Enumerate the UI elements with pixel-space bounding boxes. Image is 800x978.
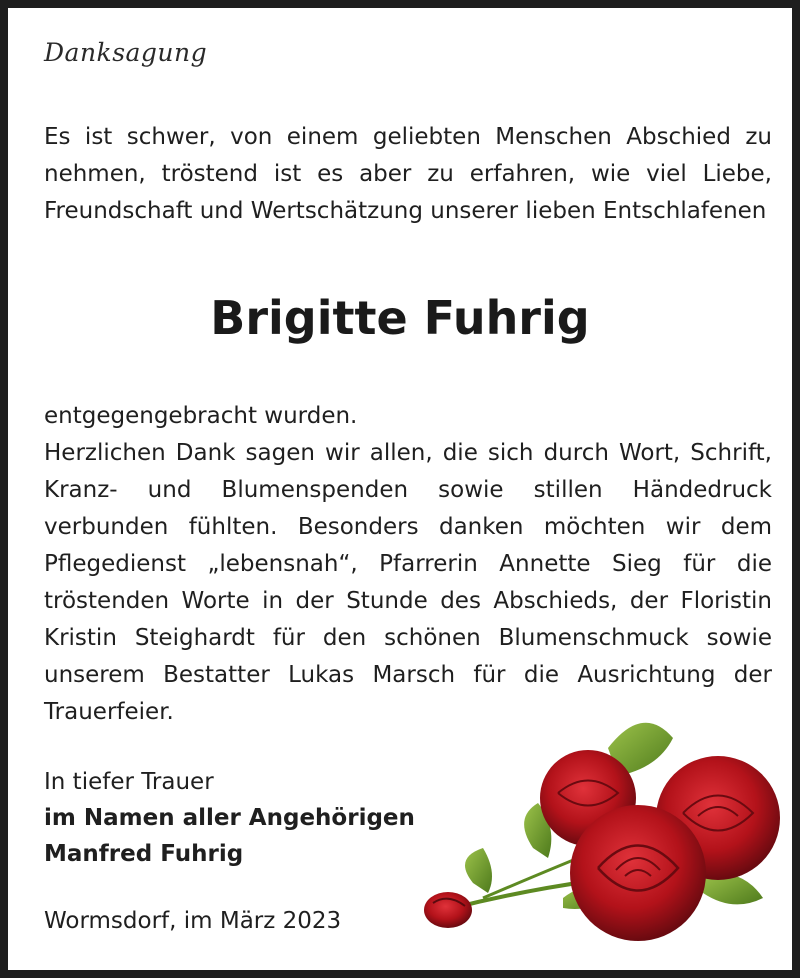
place-date: Wormsdorf, im März 2023 bbox=[44, 908, 342, 934]
intro-paragraph bbox=[44, 119, 772, 230]
intro-line: Es ist schwer, von einem geliebten Menschen Abschied bbox=[44, 124, 731, 150]
closing-relatives: im Namen aller Angehörigen bbox=[44, 805, 415, 831]
body-line: Kranz- und Blumenspenden sowie stillen Händedruck bbox=[44, 477, 772, 503]
body-line: Herzlichen Dank sagen wir allen, die sich durch Wort, Schrift, bbox=[44, 440, 772, 466]
closing-block bbox=[44, 764, 415, 872]
closing-signatory: Manfred Fuhrig bbox=[44, 841, 244, 867]
body-line: Trauerfeier. bbox=[44, 699, 174, 725]
closing-line: In tiefer Trauer bbox=[44, 769, 214, 795]
roses-image bbox=[413, 698, 798, 966]
body-line: Kristin Steighardt für den schönen Blumenschmuck sowie bbox=[44, 625, 772, 651]
intro-line: zu nehmen, tröstend ist es aber zu erfahren, wie viel bbox=[44, 124, 772, 187]
body-paragraph bbox=[44, 398, 772, 731]
body-line: verbunden fühlten. Besonders danken möchten wir dem bbox=[44, 514, 772, 540]
intro-line: Entschlafenen bbox=[603, 198, 767, 224]
body-line: unserem Bestatter Lukas Marsch für die Ausrichtung der bbox=[44, 662, 772, 688]
body-line: Pflegedienst „lebensnah“, Pfarrerin Annette Sieg für die bbox=[44, 551, 772, 577]
notice-heading: Danksagung bbox=[44, 38, 208, 67]
body-line: entgegengebracht wurden. bbox=[44, 403, 358, 429]
intro-line: Liebe, Freundschaft und Wertschätzung unserer lieben bbox=[44, 161, 772, 224]
deceased-name: Brigitte Fuhrig bbox=[210, 291, 590, 345]
body-line: tröstenden Worte in der Stunde des Abschieds, der Floristin bbox=[44, 588, 772, 614]
